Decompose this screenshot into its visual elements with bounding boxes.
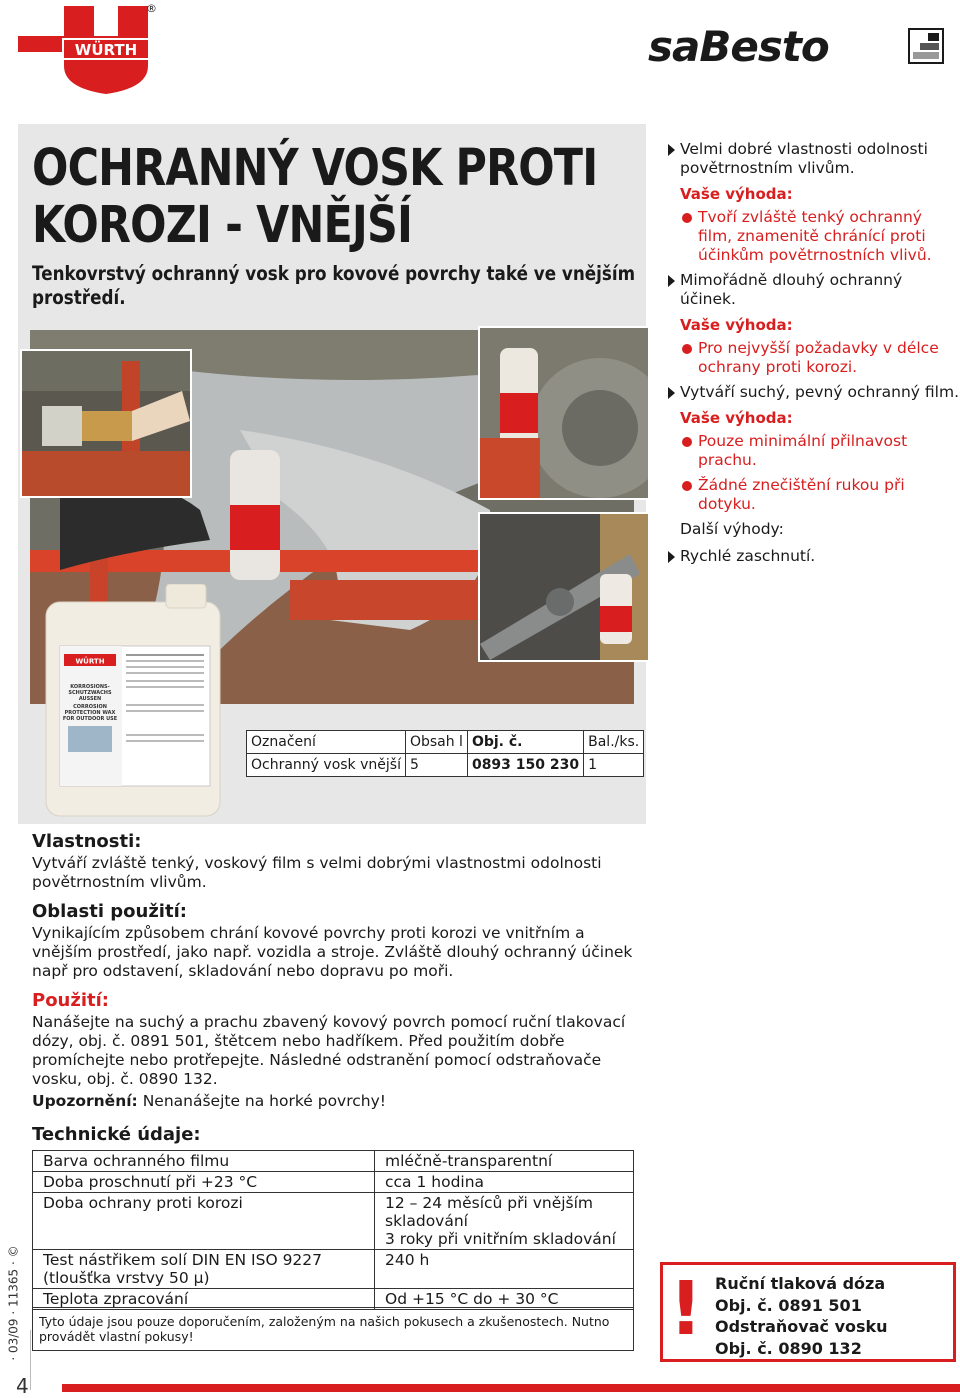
related-item-number: Obj. č. 0890 132 bbox=[715, 1338, 862, 1358]
tech-value: 240 h bbox=[375, 1250, 634, 1289]
order-table-header bbox=[247, 731, 644, 754]
red-dot-icon bbox=[682, 481, 692, 491]
order-header-obsah: Obsah l bbox=[405, 731, 467, 754]
benefit-text: Mimořádně dlouhý ochranný účinek. bbox=[680, 271, 903, 308]
triangle-bullet-icon bbox=[668, 275, 675, 287]
tech-row bbox=[33, 1172, 634, 1193]
photo-spray-disc bbox=[478, 326, 650, 500]
photo-shaft-spray bbox=[478, 512, 650, 662]
section-heading-oblasti: Oblasti použití: bbox=[32, 901, 187, 922]
sabesto-square-icon bbox=[908, 28, 944, 64]
tech-value: mléčně-transparentní bbox=[375, 1151, 634, 1172]
order-header-oznaceni: Označení bbox=[247, 731, 406, 754]
benefits-list bbox=[668, 140, 960, 573]
benefit-text: Vytváří suchý, pevný ochranný film. bbox=[680, 383, 959, 401]
triangle-bullet-icon bbox=[668, 387, 675, 399]
title-line-2: KOROZI - VNĚJŠÍ bbox=[32, 196, 413, 255]
tech-row bbox=[33, 1193, 634, 1250]
order-table-row bbox=[247, 754, 644, 777]
wurth-logo bbox=[62, 4, 150, 96]
product-subtitle: Tenkovrstvý ochranný vosk pro kovové povrchy také ve vnějším prostředí. bbox=[32, 262, 636, 309]
order-cell-content: 5 bbox=[405, 754, 467, 777]
tech-value: 12 – 24 měsíců při vnějším skladování 3 roky při vnitřním skladování bbox=[375, 1193, 634, 1250]
canister-brand: WÜRTH bbox=[75, 657, 105, 666]
benefit-text: Velmi dobré vlastnosti odolnosti povětrnostním vlivům. bbox=[680, 140, 928, 177]
triangle-bullet-icon bbox=[668, 551, 675, 563]
sabesto-logo bbox=[648, 22, 948, 71]
warning-line bbox=[32, 1092, 642, 1111]
canister-line-6: FOR OUTDOOR USE bbox=[62, 716, 118, 722]
tech-param: Teplota zpracování bbox=[33, 1289, 375, 1310]
page-number: 4 bbox=[16, 1374, 29, 1398]
section-heading-vlastnosti: Vlastnosti: bbox=[32, 831, 142, 852]
benefit-item bbox=[668, 383, 960, 402]
footer-red-bar bbox=[62, 1384, 960, 1392]
related-item-name: Odstraňovač vosku bbox=[715, 1317, 888, 1336]
product-details bbox=[32, 832, 642, 1121]
order-cell-pack: 1 bbox=[584, 754, 644, 777]
tech-param: Doba ochrany proti korozi bbox=[33, 1193, 375, 1250]
order-header-obj: Obj. č. bbox=[467, 731, 583, 754]
section-text-vlastnosti: Vytváří zvláště tenký, voskový film s velmi dobrými vlastnostmi odolnosti povětrnostním vlivům. bbox=[32, 854, 602, 891]
tech-row bbox=[33, 1151, 634, 1172]
advantage-label: Vaše výhoda: bbox=[680, 185, 793, 203]
related-products-text bbox=[715, 1273, 888, 1359]
section-text-pouziti: Nanášejte na suchý a prachu zbavený kovový povrch pomocí ruční tlakovací dózy, obj. č. 0891 501, štětcem nebo hadříkem. Před použitím dobře promíchejte nebo protřepejte. Následné odstranění pomocí odstraňovače vosku, obj. č. 0890 132. bbox=[32, 1013, 626, 1088]
wurth-logo-text: WÜRTH bbox=[74, 41, 138, 59]
tech-row bbox=[33, 1250, 634, 1289]
tech-param: Doba proschnutí při +23 °C bbox=[33, 1172, 375, 1193]
order-cell-name: Ochranný vosk vnější bbox=[247, 754, 406, 777]
tech-param: Test nástřikem solí DIN EN ISO 9227 (tloušťka vrstvy 50 µ) bbox=[33, 1250, 375, 1289]
canister-line-5: PROTECTION WAX bbox=[64, 710, 116, 716]
footer-doc-code: · 03/09 · 11365 · © bbox=[6, 1245, 21, 1361]
product-canister-image bbox=[40, 584, 226, 820]
tech-value: Od +15 °C do + 30 °C bbox=[375, 1289, 634, 1310]
exclamation-icon: ! bbox=[669, 1266, 703, 1352]
section-heading-pouziti: Použití: bbox=[32, 990, 109, 1011]
canister-line-1: KORROSIONS- bbox=[70, 684, 110, 690]
related-item-name: Ruční tlaková dóza bbox=[715, 1274, 886, 1293]
red-dot-icon bbox=[682, 344, 692, 354]
benefit-item bbox=[668, 140, 960, 178]
order-table bbox=[246, 730, 644, 777]
advantage-item bbox=[668, 208, 960, 265]
title-line-1: OCHRANNÝ VOSK PROTI bbox=[32, 139, 598, 198]
sabesto-wordmark: saBesto bbox=[648, 22, 829, 71]
tech-table bbox=[32, 1150, 634, 1310]
photo-brush-application bbox=[20, 349, 192, 498]
section-text-oblasti: Vynikajícím způsobem chrání kovové povrchy proti korozi ve vnitřním a vnějším prostředí, jako např. vozidla a stroje. Zvláště dlouhý ochranný účinek např pro odstavení, skladování nebo dopravu po moři. bbox=[32, 924, 633, 980]
canister-line-3: AUSSEN bbox=[78, 696, 102, 702]
registered-mark: ® bbox=[146, 2, 157, 15]
related-item-number: Obj. č. 0891 501 bbox=[715, 1295, 862, 1315]
order-header-bal: Bal./ks. bbox=[584, 731, 644, 754]
advantage-item bbox=[668, 339, 960, 377]
triangle-bullet-icon bbox=[668, 144, 675, 156]
tech-value: cca 1 hodina bbox=[375, 1172, 634, 1193]
canister-line-2: SCHUTZWACHS bbox=[68, 690, 112, 696]
red-dot-icon bbox=[682, 213, 692, 223]
tech-heading: Technické údaje: bbox=[32, 1124, 201, 1145]
further-benefits-label: Další výhody: bbox=[680, 520, 784, 538]
benefit-text: Rychlé zaschnutí. bbox=[680, 547, 816, 565]
warning-label: Upozornění: bbox=[32, 1092, 138, 1110]
benefit-item bbox=[668, 547, 960, 566]
benefit-item bbox=[668, 271, 960, 309]
advantage-text: Žádné znečištění rukou při dotyku. bbox=[698, 476, 905, 513]
advantage-item bbox=[668, 432, 960, 470]
advantage-label: Vaše výhoda: bbox=[680, 409, 793, 427]
footer-divider bbox=[30, 1330, 31, 1390]
canister-line-4: CORROSION bbox=[73, 704, 107, 710]
advantage-item bbox=[668, 476, 960, 514]
advantage-label: Vaše výhoda: bbox=[680, 316, 793, 334]
disclaimer-note: Tyto údaje jsou pouze doporučením, založeným na našich pokusech a zkušenostech. Nutno provádět vlastní pokusy! bbox=[32, 1307, 634, 1351]
order-cell-number: 0893 150 230 bbox=[467, 754, 583, 777]
advantage-text: Pouze minimální přilnavost prachu. bbox=[698, 432, 908, 469]
related-products-box bbox=[660, 1262, 956, 1362]
warning-text: Nenanášejte na horké povrchy! bbox=[142, 1092, 386, 1110]
product-title bbox=[32, 139, 598, 255]
tech-param: Barva ochranného filmu bbox=[33, 1151, 375, 1172]
advantage-text: Tvoří zvláště tenký ochranný film, znamenitě chránící proti účinkům povětrnostních vlivů. bbox=[698, 208, 932, 264]
red-dot-icon bbox=[682, 437, 692, 447]
advantage-text: Pro nejvyšší požadavky v délce ochrany proti korozi. bbox=[698, 339, 939, 376]
